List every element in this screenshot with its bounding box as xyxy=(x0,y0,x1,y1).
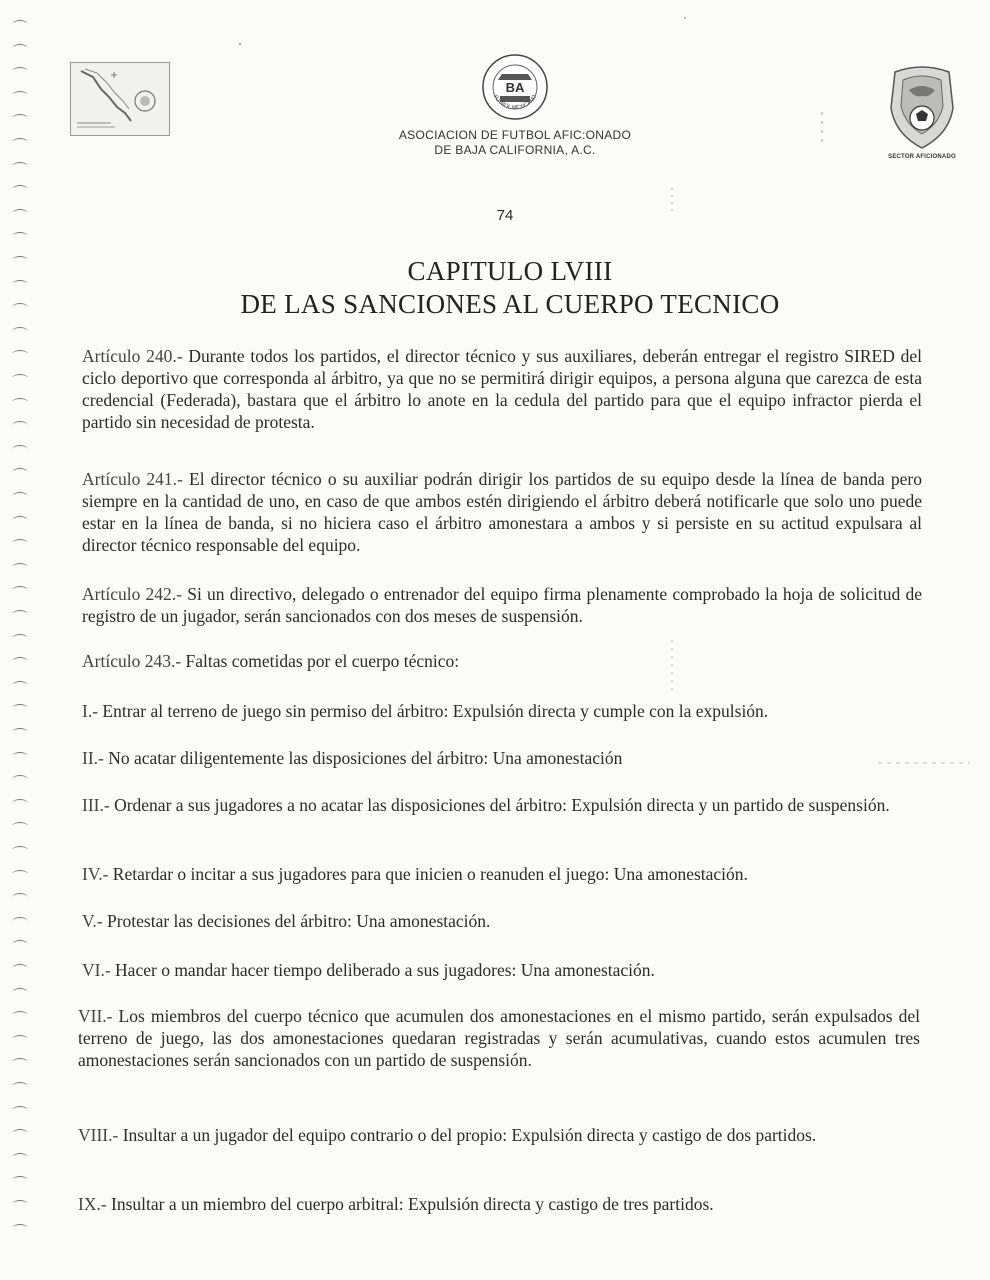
item-text: Retardar o incitar a sus jugadores para que inicien o reanuden el juego: Una amonestación. xyxy=(112,864,748,884)
binding-ring xyxy=(12,114,28,123)
sector-caption: SECTOR AFICIONADO xyxy=(888,154,956,160)
article-241 xyxy=(82,468,922,556)
binding-ring xyxy=(12,256,28,265)
list-item xyxy=(78,1193,920,1215)
binding-ring xyxy=(12,728,28,737)
binding-ring xyxy=(12,1011,28,1020)
article-243 xyxy=(82,650,922,672)
item-label: III.- xyxy=(82,795,110,815)
article-242 xyxy=(82,583,922,627)
binding-ring xyxy=(12,1200,28,1209)
binding-ring xyxy=(12,374,28,383)
sector-aficionado-emblem xyxy=(876,62,968,160)
binding-ring xyxy=(12,1176,28,1185)
item-text: Hacer o mandar hacer tiempo deliberado a sus jugadores: Una amonestación. xyxy=(115,960,655,980)
binding-ring xyxy=(12,468,28,477)
item-label: II.- xyxy=(82,748,104,768)
item-label: V.- xyxy=(82,911,103,931)
item-label: IV.- xyxy=(82,864,109,884)
binding-ring xyxy=(12,704,28,713)
binding-ring xyxy=(12,870,28,879)
binding-ring xyxy=(12,610,28,619)
binding-ring xyxy=(12,563,28,572)
binding-ring xyxy=(12,445,28,454)
binding-ring xyxy=(12,1129,28,1138)
association-name-line2: DE BAJA CALIFORNIA, A.C. xyxy=(434,143,596,157)
item-label: I.- xyxy=(82,701,99,721)
binding-ring xyxy=(12,657,28,666)
binding-ring xyxy=(12,1224,28,1233)
binding-ring xyxy=(12,162,28,171)
binding-ring xyxy=(12,917,28,926)
binding-ring xyxy=(12,350,28,359)
binding-ring xyxy=(12,846,28,855)
binding-ring xyxy=(12,752,28,761)
article-text: El director técnico o su auxiliar podrán dirigir los partidos de su equipo desde la línea de banda pero siempre en la cantidad de uno, en caso de que ambos estén dirigiendo el árbitro deberá notificarle que solo uno puede estar en la línea de banda, si no hiciera caso el árbitro amonestara a ambos y si persiste en su actitud expulsara al director técnico responsable del equipo. xyxy=(82,469,923,555)
list-item xyxy=(82,794,922,816)
binding-ring xyxy=(12,280,28,289)
binding-ring xyxy=(12,516,28,525)
binding-ring xyxy=(12,303,28,312)
emblem-caption: FUTBOL MEXICANO xyxy=(491,93,539,112)
binding-ring xyxy=(12,799,28,808)
list-item xyxy=(82,700,922,722)
binding-ring xyxy=(12,586,28,595)
binding-ring xyxy=(12,539,28,548)
article-text: Si un directivo, delegado o entrenador del equipo firma plenamente comprobado la hoja de solicitud de registro de un jugador, serán sancionados con dos meses de suspensión. xyxy=(82,584,922,626)
binding-ring xyxy=(12,421,28,430)
binding-ring xyxy=(12,1058,28,1067)
binding-ring xyxy=(12,1153,28,1162)
binding-ring xyxy=(12,398,28,407)
item-label: VI.- xyxy=(82,960,111,980)
item-text: Entrar al terreno de juego sin permiso del árbitro: Expulsión directa y cumple con la expulsión. xyxy=(102,701,769,721)
binding-ring xyxy=(12,1035,28,1044)
article-label: Artículo 243.- xyxy=(82,651,182,671)
association-header xyxy=(380,52,650,158)
article-text: Durante todos los partidos, el director técnico y sus auxiliares, deberán entregar el registro SIRED del ciclo deportivo que corresponda al árbitro, ya que no se permitirá dirigir equipos, a persona alguna que carezca de esta credencial (Federada), bastara que el árbitro lo anote en la cedula del partido para que el equipo infractor pierda el partido sin necesidad de protesta. xyxy=(82,346,923,432)
list-item xyxy=(78,1005,920,1071)
list-item xyxy=(82,959,922,981)
association-name-line1: ASOCIACION DE FUTBOL AFIC:ONADO xyxy=(398,128,632,142)
binding-ring xyxy=(12,138,28,147)
binding-ring xyxy=(12,964,28,973)
afbc-emblem-icon xyxy=(480,52,550,122)
item-label: VIII.- xyxy=(78,1125,119,1145)
item-text: Ordenar a sus jugadores a no acatar las disposiciones del árbitro: Expulsión directa y un partido de suspensión. xyxy=(114,795,890,815)
federation-shield-icon xyxy=(883,62,961,154)
chapter-number: CAPITULO LVIII xyxy=(407,256,613,286)
binding-ring xyxy=(12,91,28,100)
binding-ring xyxy=(12,775,28,784)
binding-ring xyxy=(12,1106,28,1115)
binding-ring xyxy=(12,492,28,501)
item-text: Los miembros del cuerpo técnico que acumulen dos amonestaciones en el mismo partido, serán expulsados del terreno de juego, las dos amonestaciones quedaran registradas y serán acumulativas, cuando estos acumulen tres amonestaciones serán sancionados con un partido de suspensión. xyxy=(78,1006,921,1070)
binding-ring xyxy=(12,209,28,218)
item-text: No acatar diligentemente las disposiciones del árbitro: Una amonestación xyxy=(108,748,623,768)
binding-ring xyxy=(12,988,28,997)
list-item xyxy=(78,1124,920,1146)
item-label: IX.- xyxy=(78,1194,107,1214)
article-label: Artículo 241.- xyxy=(82,469,183,489)
item-text: Insultar a un jugador del equipo contrario o del propio: Expulsión directa y castigo de dos partidos. xyxy=(122,1125,817,1145)
chapter-heading xyxy=(230,255,790,321)
binding-ring xyxy=(12,67,28,76)
list-item xyxy=(82,747,922,769)
binding-ring xyxy=(12,232,28,241)
article-label: Artículo 240.- xyxy=(82,346,183,366)
list-item xyxy=(82,863,922,885)
binding-ring xyxy=(12,327,28,336)
list-item xyxy=(82,910,922,932)
page-number: 74 xyxy=(496,207,514,224)
binding-ring xyxy=(12,681,28,690)
svg-text:BA: BA xyxy=(505,80,525,95)
binding-ring xyxy=(12,1082,28,1091)
item-text: Insultar a un miembro del cuerpo arbitral: Expulsión directa y castigo de tres partidos. xyxy=(111,1194,714,1214)
item-text: Protestar las decisiones del árbitro: Una amonestación. xyxy=(106,911,491,931)
article-label: Artículo 242.- xyxy=(82,584,182,604)
binding-ring xyxy=(12,940,28,949)
article-240 xyxy=(82,345,922,433)
chapter-title: DE LAS SANCIONES AL CUERPO TECNICO xyxy=(240,289,780,319)
binding-ring xyxy=(12,44,28,53)
baja-california-map-logo xyxy=(70,62,170,136)
binding-ring xyxy=(12,20,28,29)
binding-ring xyxy=(12,822,28,831)
binding-ring xyxy=(12,893,28,902)
item-label: VII.- xyxy=(78,1006,113,1026)
binding-ring xyxy=(12,634,28,643)
article-text: Faltas cometidas por el cuerpo técnico: xyxy=(185,651,460,671)
binding-ring xyxy=(12,185,28,194)
spiral-binding xyxy=(8,20,36,1270)
